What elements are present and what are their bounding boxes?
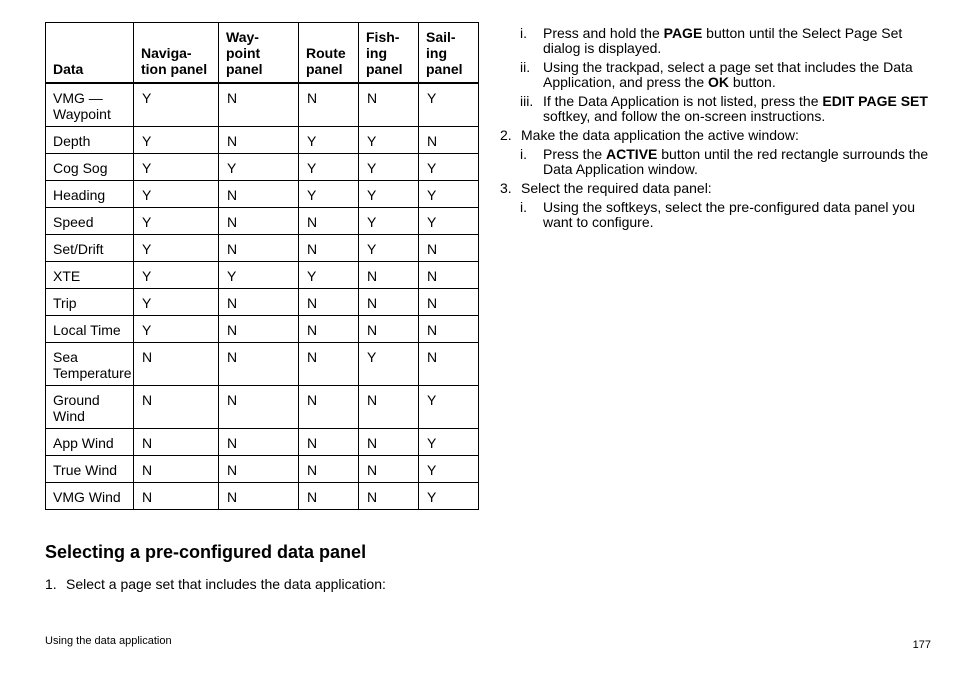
row-label: XTE	[46, 262, 134, 289]
table-cell: N	[219, 456, 299, 483]
table-cell: N	[299, 208, 359, 235]
table-row	[46, 83, 479, 127]
table-cell: N	[359, 429, 419, 456]
table-cell: Y	[359, 127, 419, 154]
header-fishing-panel: Fish- ing panel	[359, 23, 419, 84]
table-cell: Y	[419, 208, 479, 235]
step-1-substep-iii: iii. If the Data Application is not listed, press the EDIT PAGE SET softkey, and follow the on-screen instructions.	[520, 93, 928, 124]
table-cell: Y	[359, 154, 419, 181]
step-1-substep-ii: ii. Using the trackpad, select a page set that includes the Data Application, and press the OK button.	[520, 59, 913, 90]
table-cell: N	[219, 208, 299, 235]
table-cell: Y	[219, 262, 299, 289]
row-label: VMG Wind	[46, 483, 134, 510]
table-cell: Y	[419, 456, 479, 483]
table-cell: Y	[134, 235, 219, 262]
step-1-substep-i: i. Press and hold the PAGE button until the Select Page Set dialog is displayed.	[520, 25, 903, 56]
table-cell: Y	[419, 154, 479, 181]
table-cell: Y	[359, 181, 419, 208]
page-button-label: PAGE	[663, 25, 703, 41]
table-cell: N	[219, 235, 299, 262]
table-cell: Y	[419, 429, 479, 456]
table-cell: N	[299, 83, 359, 127]
table-cell: Y	[134, 289, 219, 316]
instructions-column	[500, 26, 932, 234]
table-cell: Y	[359, 235, 419, 262]
table-cell: Y	[419, 483, 479, 510]
table-cell: N	[219, 429, 299, 456]
header-sailing-panel: Sail- ing panel	[419, 23, 479, 84]
table-row	[46, 208, 479, 235]
table-cell: Y	[134, 127, 219, 154]
row-label: Speed	[46, 208, 134, 235]
table-cell: Y	[134, 262, 219, 289]
table-cell: N	[359, 316, 419, 343]
table-cell: N	[134, 456, 219, 483]
table-cell: Y	[299, 181, 359, 208]
table-cell: N	[419, 262, 479, 289]
row-label: Set/Drift	[46, 235, 134, 262]
table-cell: N	[299, 386, 359, 429]
table-cell: N	[219, 289, 299, 316]
table-row	[46, 235, 479, 262]
table-cell: N	[299, 429, 359, 456]
row-label: True Wind	[46, 456, 134, 483]
table-row	[46, 154, 479, 181]
step-2: 2. Make the data application the active window:	[500, 127, 799, 143]
data-panel-table	[45, 22, 479, 510]
table-cell: N	[299, 316, 359, 343]
table-cell: N	[419, 289, 479, 316]
row-label: Cog Sog	[46, 154, 134, 181]
section-heading: Selecting a pre-configured data panel	[45, 542, 367, 562]
table-cell: N	[134, 429, 219, 456]
table-cell: N	[419, 343, 479, 386]
footer-section-title: Using the data application	[45, 635, 172, 647]
table-row	[46, 181, 479, 208]
table-cell: N	[134, 483, 219, 510]
table-cell: N	[299, 289, 359, 316]
table-cell: N	[219, 386, 299, 429]
table-row	[46, 316, 479, 343]
table-row	[46, 127, 479, 154]
row-label: Ground Wind	[46, 386, 134, 429]
table-row	[46, 456, 479, 483]
table-cell: Y	[219, 154, 299, 181]
table-cell: N	[219, 181, 299, 208]
row-label: Heading	[46, 181, 134, 208]
table-cell: Y	[134, 83, 219, 127]
table-cell: Y	[299, 262, 359, 289]
table-cell: Y	[134, 154, 219, 181]
table-cell: Y	[359, 343, 419, 386]
table-cell: N	[299, 456, 359, 483]
table-header-row	[46, 23, 479, 84]
table-cell: N	[219, 83, 299, 127]
table-cell: N	[419, 127, 479, 154]
table-cell: N	[219, 316, 299, 343]
table-cell: Y	[419, 83, 479, 127]
table-cell: Y	[299, 154, 359, 181]
table-cell: N	[134, 386, 219, 429]
table-cell: Y	[134, 181, 219, 208]
header-waypoint-panel: Way- point panel	[219, 23, 299, 84]
table-cell: N	[359, 386, 419, 429]
table-cell: N	[359, 262, 419, 289]
step-3: 3. Select the required data panel:	[500, 180, 712, 196]
table-row	[46, 262, 479, 289]
table-cell: N	[219, 127, 299, 154]
row-label: Trip	[46, 289, 134, 316]
table-cell: Y	[359, 208, 419, 235]
step-3-substep-i: i. Using the softkeys, select the pre-configured data panel you want to configure.	[520, 199, 915, 230]
table-cell: N	[359, 483, 419, 510]
page-number: 177	[912, 639, 931, 651]
table-row	[46, 386, 479, 429]
table-cell: N	[419, 316, 479, 343]
step-1: 1. Select a page set that includes the data application:	[45, 576, 386, 592]
row-label: Sea Temperature	[46, 343, 134, 386]
table-cell: Y	[419, 181, 479, 208]
header-route-panel: Route panel	[299, 23, 359, 84]
table-cell: N	[359, 83, 419, 127]
table-row	[46, 483, 479, 510]
table-cell: N	[219, 483, 299, 510]
header-navigation-panel: Naviga- tion panel	[134, 23, 219, 84]
table-row	[46, 343, 479, 386]
table-cell: Y	[134, 208, 219, 235]
table-cell: N	[359, 289, 419, 316]
table-cell: Y	[134, 316, 219, 343]
table-row	[46, 289, 479, 316]
table-cell: N	[134, 343, 219, 386]
row-label: Local Time	[46, 316, 134, 343]
table-cell: N	[299, 483, 359, 510]
row-label: VMG — Waypoint	[46, 83, 134, 127]
step-2-substep-i: i. Press the ACTIVE button until the red rectangle surrounds the Data Application window.	[520, 146, 929, 177]
row-label: App Wind	[46, 429, 134, 456]
table-cell: N	[359, 456, 419, 483]
row-label: Depth	[46, 127, 134, 154]
table-row	[46, 429, 479, 456]
header-data: Data	[46, 23, 134, 84]
table-cell: Y	[299, 127, 359, 154]
table-cell: N	[299, 343, 359, 386]
table-cell: N	[219, 343, 299, 386]
table-cell: N	[419, 235, 479, 262]
ok-button-label: OK	[708, 74, 729, 90]
table-cell: Y	[419, 386, 479, 429]
table-cell: N	[299, 235, 359, 262]
active-button-label: ACTIVE	[606, 146, 658, 162]
edit-page-set-label: EDIT PAGE SET	[822, 93, 928, 109]
